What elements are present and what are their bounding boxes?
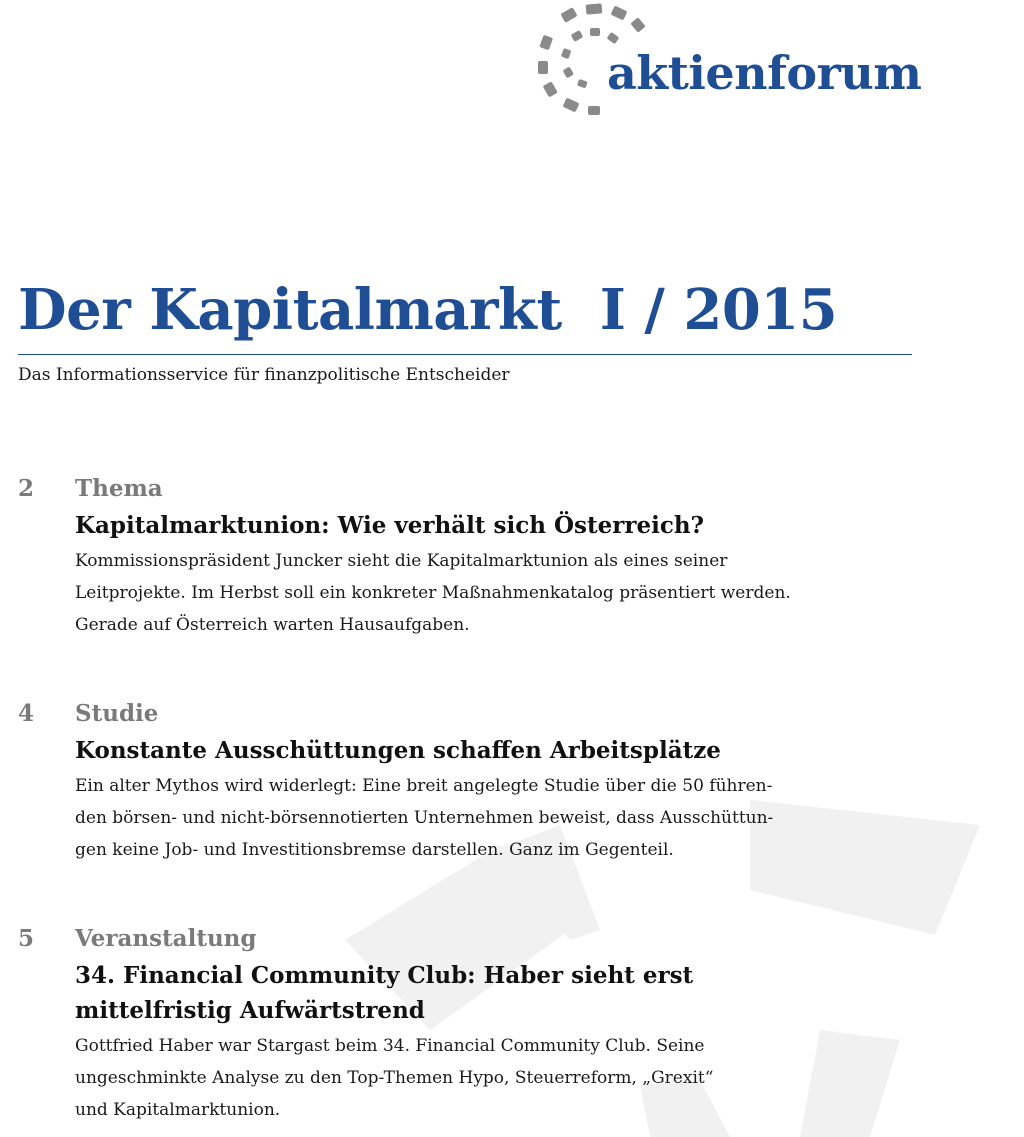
article-teaser-line: Gottfried Haber war Stargast beim 34. Financial Community Club. Seine (75, 1036, 705, 1056)
article-teaser-line: den börsen- und nicht-börsennotierten Unternehmen beweist, dass Ausschüttun- (75, 808, 774, 828)
page-title: Der Kapitalmarkt I / 2015 (18, 277, 838, 343)
article-category: Studie (75, 700, 159, 727)
article-teaser-line: Ein alter Mythos wird widerlegt: Eine breit angelegte Studie über die 50 führen- (75, 776, 773, 796)
aktienforum-logo (534, 0, 934, 125)
article-teaser (75, 545, 905, 641)
title-divider (18, 354, 912, 355)
article-category: Thema (75, 475, 163, 502)
article-teaser-line: Kommissionspräsident Juncker sieht die Kapitalmarktunion als eines seiner (75, 551, 728, 571)
article-teaser-line: Leitprojekte. Im Herbst soll ein konkreter Maßnahmenkatalog präsentiert werden. (75, 583, 791, 603)
page-subtitle: Das Informationsservice für finanzpolitische Entscheider (18, 365, 510, 385)
article-teaser (75, 1030, 905, 1126)
article-headline (75, 508, 905, 543)
article-headline (75, 733, 905, 768)
article-teaser (75, 770, 905, 866)
article-headline-line: Kapitalmarktunion: Wie verhält sich Österreich? (75, 512, 705, 539)
article-teaser-line: ungeschminkte Analyse zu den Top-Themen Hypo, Steuerreform, „Grexit“ (75, 1068, 714, 1088)
article-page-number: 4 (18, 700, 35, 727)
logo-wordmark: aktienforum (607, 46, 922, 100)
article-teaser-line: und Kapitalmarktunion. (75, 1100, 281, 1120)
article-page-number: 2 (18, 475, 35, 502)
article-category: Veranstaltung (75, 925, 257, 952)
article-headline-line: 34. Financial Community Club: Haber sieht erst (75, 962, 694, 989)
article-teaser-line: gen keine Job- und Investitionsbremse darstellen. Ganz im Gegenteil. (75, 840, 674, 860)
article-headline (75, 958, 905, 1028)
article-page-number: 5 (18, 925, 35, 952)
article-headline-line: Konstante Ausschüttungen schaffen Arbeitsplätze (75, 737, 721, 764)
article-teaser-line: Gerade auf Österreich warten Hausaufgaben. (75, 615, 470, 635)
article-headline-line: mittelfristig Aufwärtstrend (75, 997, 425, 1024)
